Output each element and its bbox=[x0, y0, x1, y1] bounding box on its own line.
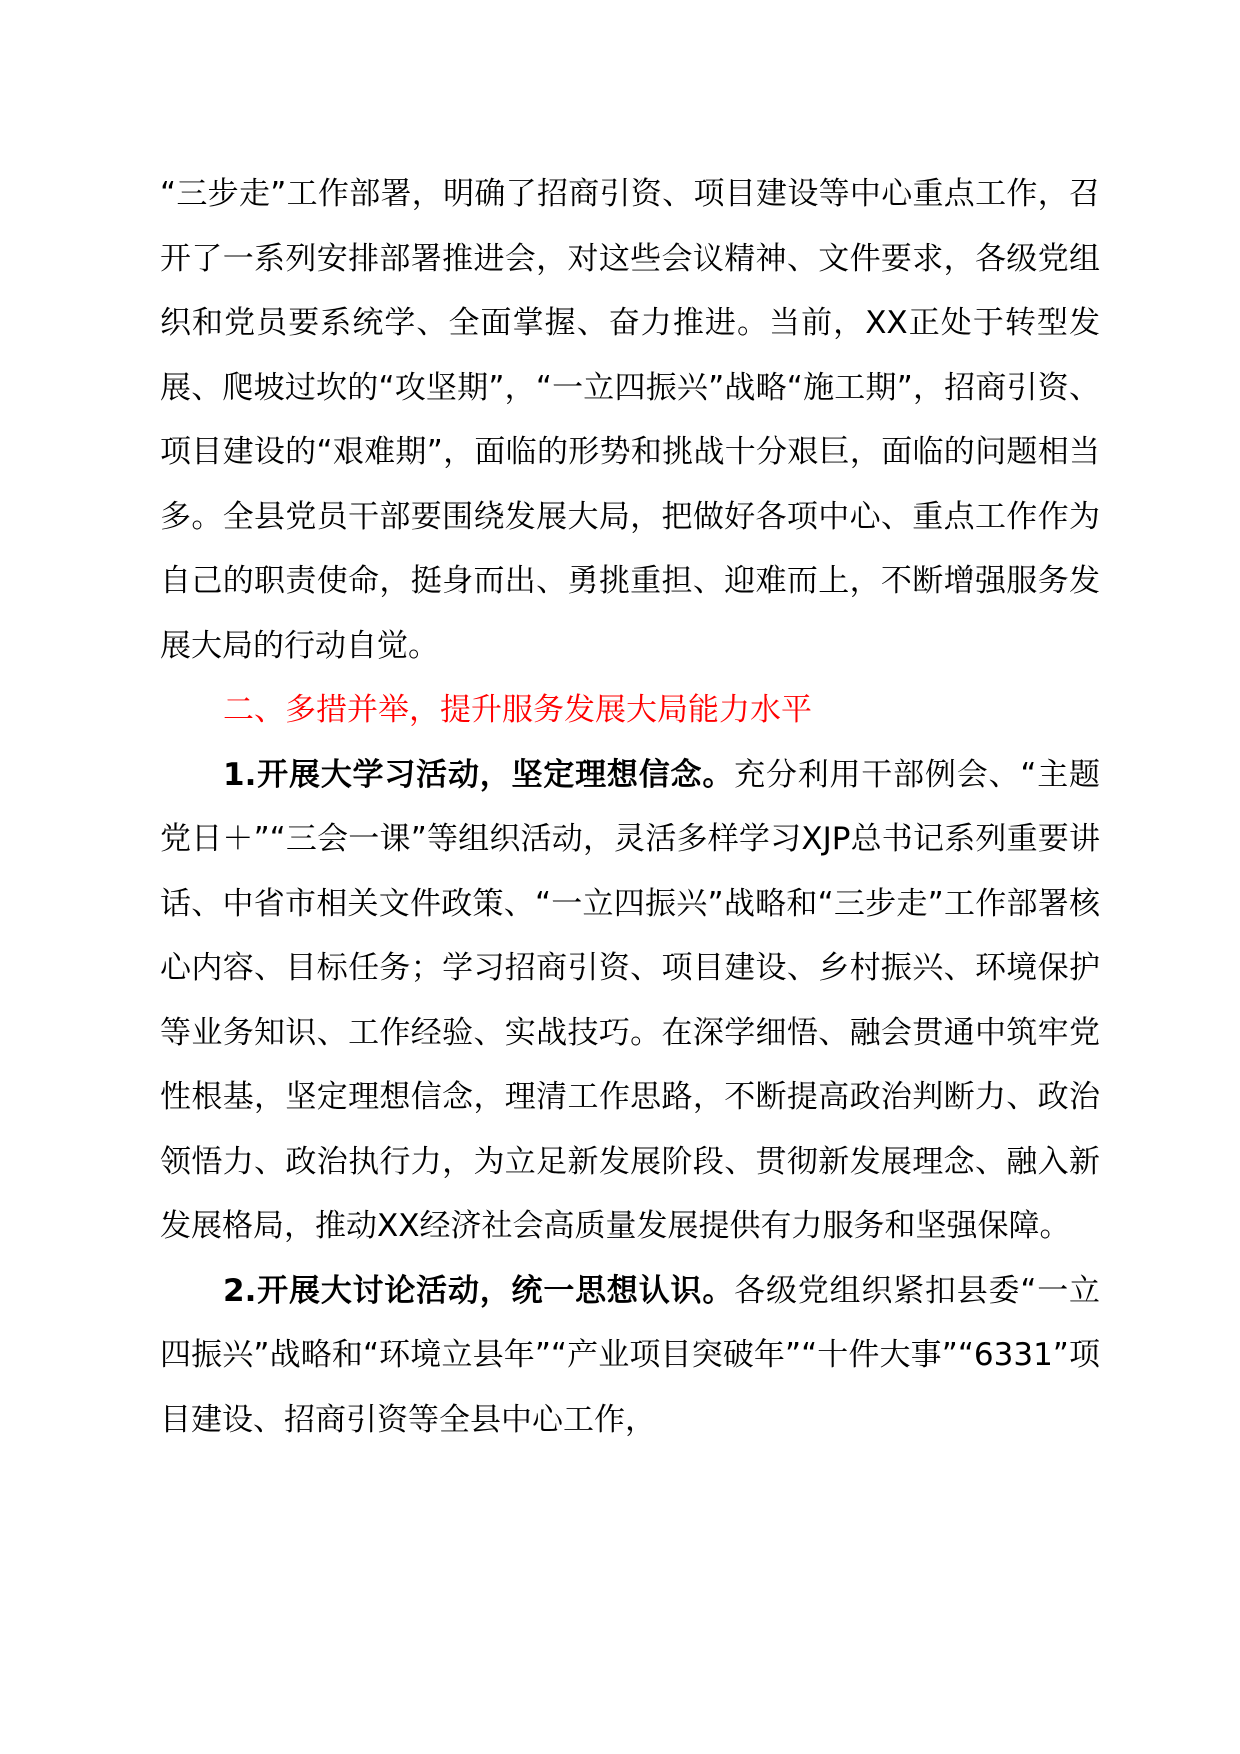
section-heading: 二、多措并举，提升服务发展大局能力水平 bbox=[223, 692, 812, 728]
item-1-lead: 1.开展大学习活动，坚定理想信念。 bbox=[223, 756, 735, 793]
item-2-paragraph bbox=[160, 1259, 1100, 1453]
item-1-paragraph bbox=[160, 743, 1100, 1259]
item-2-lead: 2.开展大讨论活动，统一思想认识。 bbox=[223, 1272, 735, 1309]
item-2-body: 各级党组织紧扣县委“一立四振兴”战略和“环境立县年”“产业项目突破年”“十件大事”“6331”项目建设、招商引资等全县中心工作， bbox=[160, 1272, 1100, 1438]
item-1-body: 充分利用干部例会、“主题党日＋”“三会一课”等组织活动，灵活多样学习XJP总书记系列重要讲话、中省市相关文件政策、“一立四振兴”战略和“三步走”工作部署核心内容、目标任务；学习招商引资、项目建设、乡村振兴、环境保护等业务知识、工作经验、实战技巧。在深学细悟、融会贯通中筑牢党性根基，坚定理想信念，理清工作思路，不断提高政治判断力、政治领悟力、政治执行力，为立足新发展阶段、贯彻新发展理念、融入新发展格局，推动XX经济社会高质量发展提供有力服务和坚强保障。 bbox=[160, 756, 1100, 1244]
continuation-paragraph: “三步走”工作部署，明确了招商引资、项目建设等中心重点工作，召开了一系列安排部署推进会，对这些会议精神、文件要求，各级党组织和党员要系统学、全面掌握、奋力推进。当前，XX正处于转型发展、爬坡过坎的“攻坚期”，“一立四振兴”战略“施工期”，招商引资、项目建设的“艰难期”，面临的形势和挑战十分艰巨，面临的问题相当多。全县党员干部要围绕发展大局，把做好各项中心、重点工作作为自己的职责使命，挺身而出、勇挑重担、迎难而上，不断增强服务发展大局的行动自觉。 bbox=[160, 176, 1100, 664]
document-body bbox=[160, 162, 1100, 1452]
